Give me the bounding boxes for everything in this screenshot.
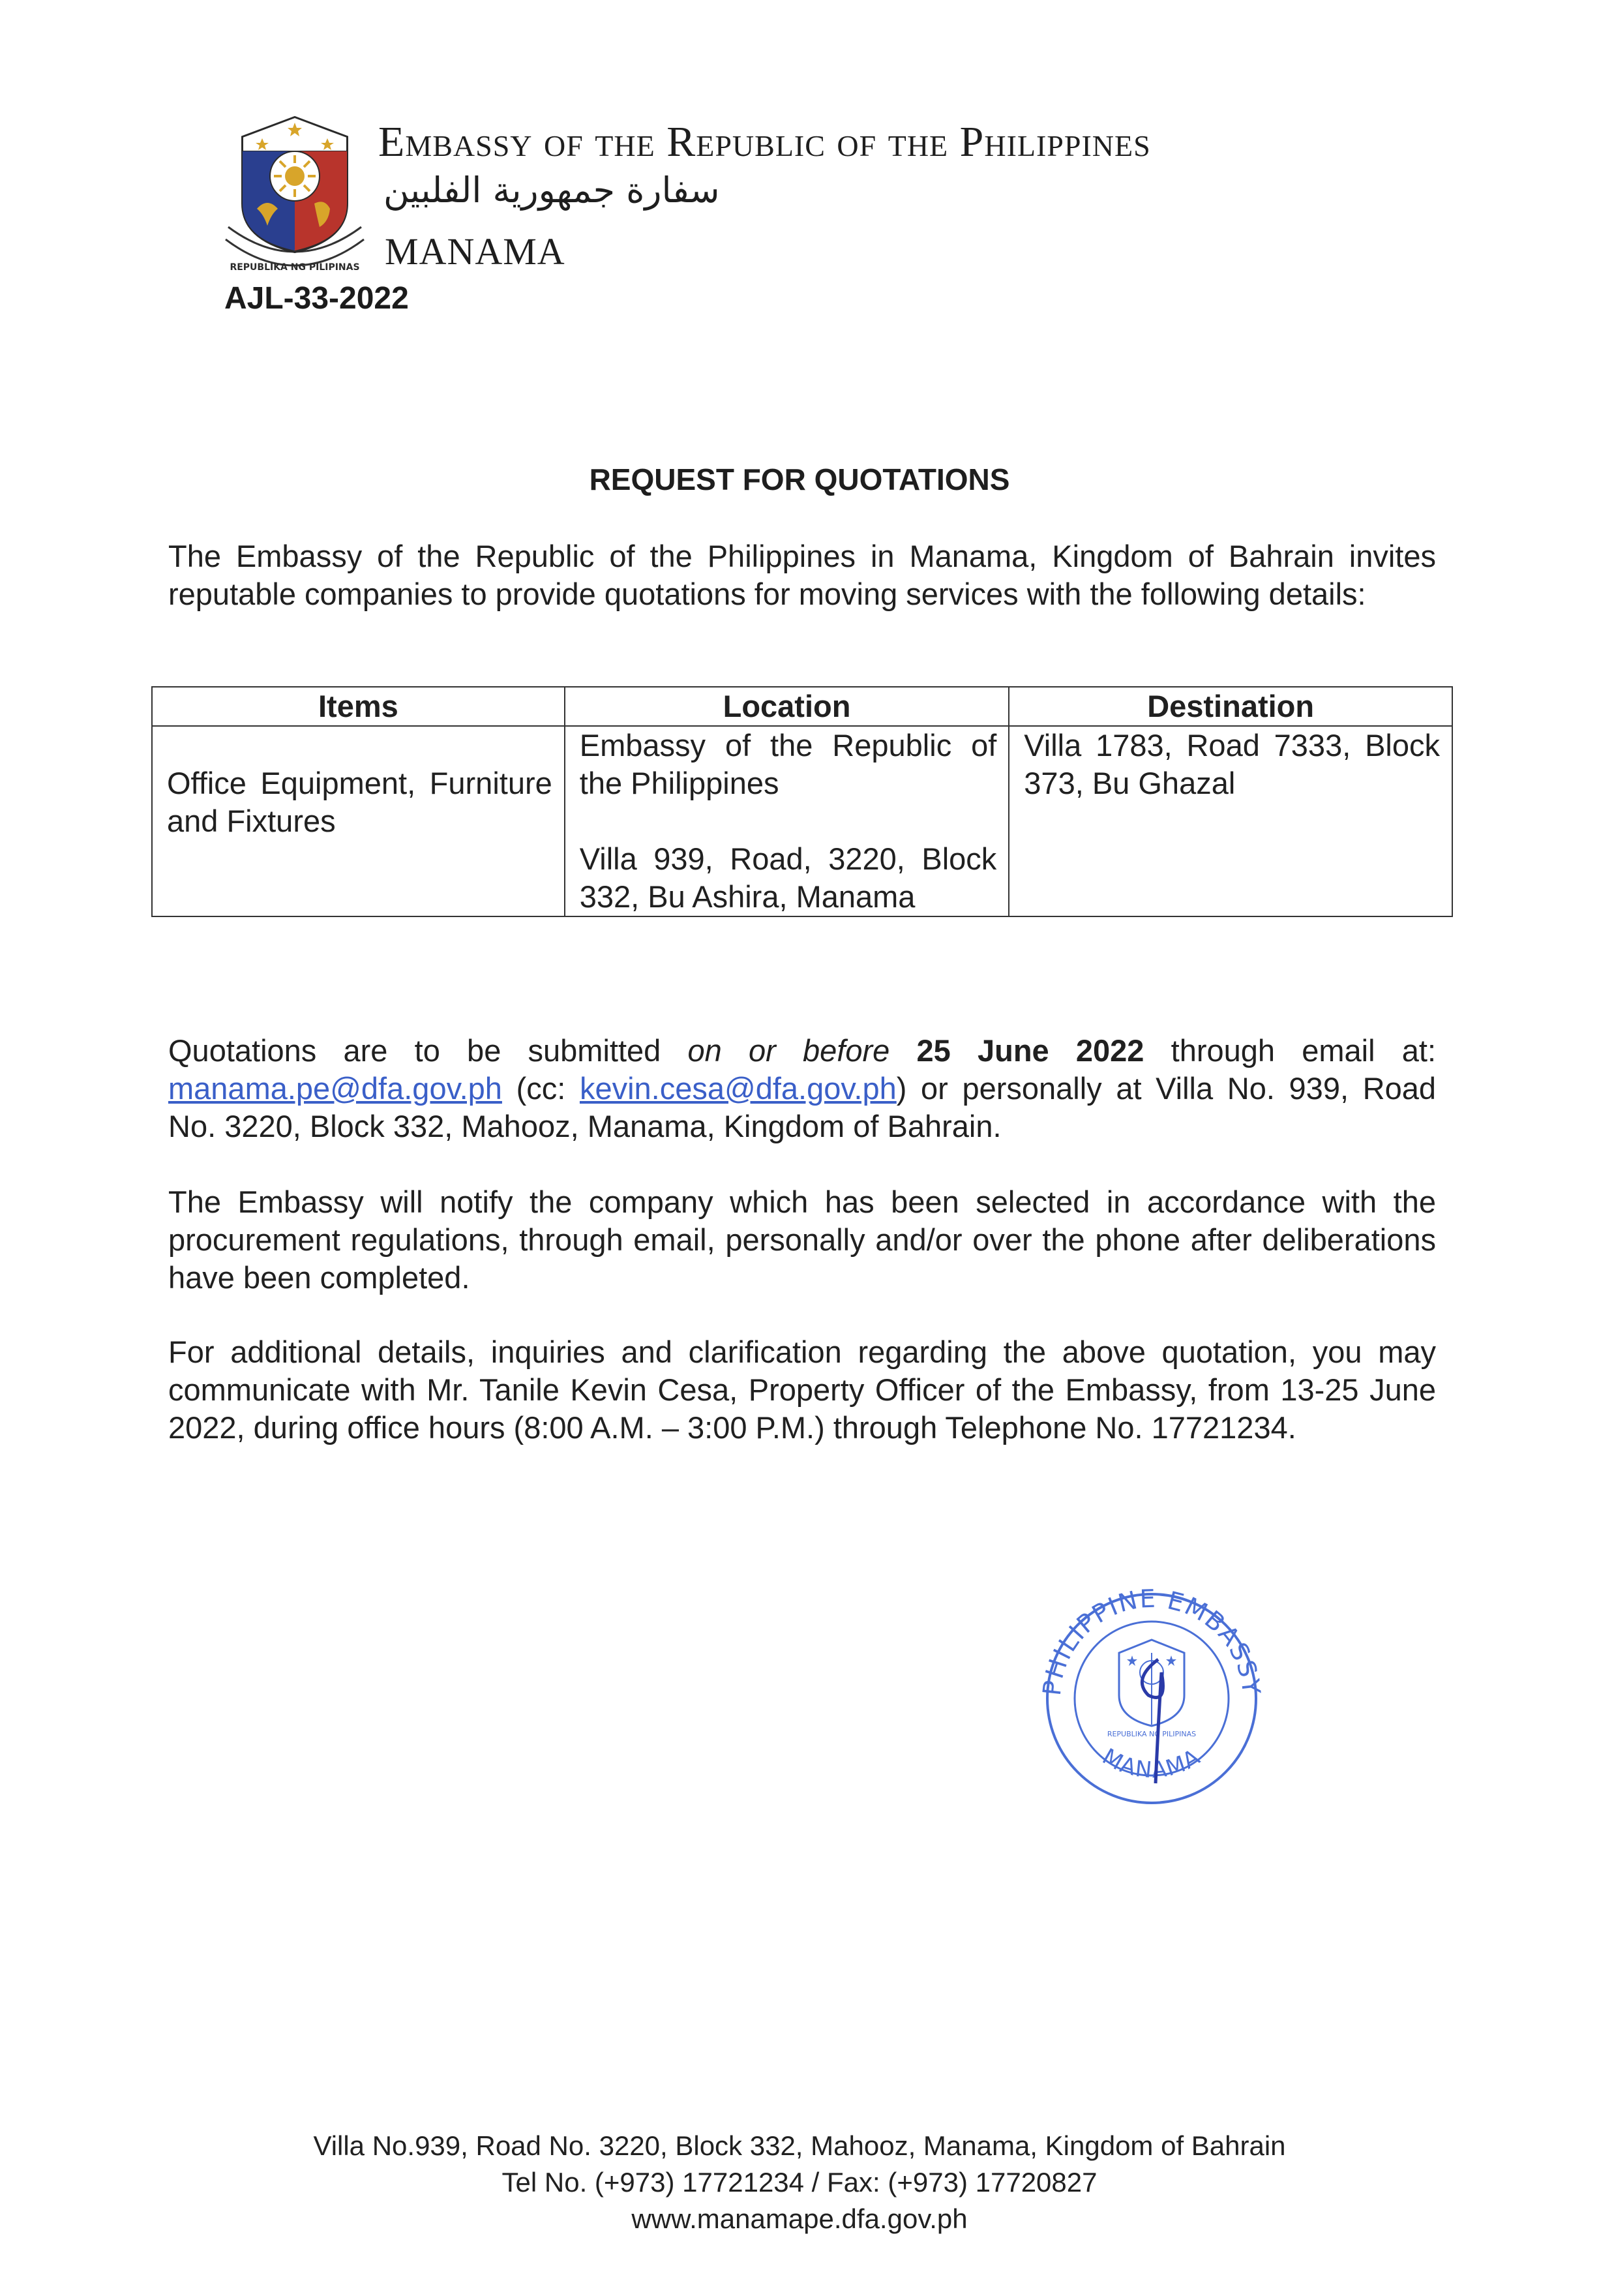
embassy-name: Embassy of the Republic of the Philippines bbox=[378, 118, 1151, 166]
notification-paragraph: The Embassy will notify the company which has been selected in accordance with the procurement regulations, through email, personally and/or over the phone after deliberations have been completed. bbox=[168, 1185, 1436, 1295]
submission-prefix: Quotations are to be submitted bbox=[168, 1033, 688, 1068]
submission-via: through email at: bbox=[1144, 1033, 1437, 1068]
footer-phone-fax: Tel No. (+973) 17721234 / Fax: (+973) 17720827 bbox=[501, 2167, 1098, 2198]
stamp-seal-text: REPUBLIKA NG PILIPINAS bbox=[1107, 1730, 1197, 1738]
svg-text:MANAMA bbox=[1098, 1744, 1206, 1783]
location-line-2: Villa 939, Road, 3220, Block 332, Bu Ashira, Manama bbox=[579, 841, 997, 914]
deadline-date: 25 June 2022 bbox=[916, 1033, 1144, 1068]
quotation-items-table bbox=[151, 686, 1453, 917]
cell-item: Office Equipment, Furniture and Fixtures bbox=[152, 726, 565, 916]
stamp-top-text: PHILIPPINE EMBASSY bbox=[1037, 1584, 1266, 1697]
embassy-city: MANAMA bbox=[385, 230, 565, 273]
seal-banner-text: REPUBLIKA NG PILIPINAS bbox=[230, 262, 360, 273]
header-location: Location bbox=[565, 687, 1009, 726]
submission-paragraph bbox=[168, 1032, 1436, 1145]
primary-email-link[interactable]: manama.pe@dfa.gov.ph bbox=[168, 1071, 502, 1106]
intro-paragraph: The Embassy of the Republic of the Philippines in Manama, Kingdom of Bahrain invites reputable companies to provide quotations for moving services with the following details: bbox=[168, 539, 1436, 611]
table-row bbox=[152, 726, 1452, 916]
embassy-stamp-icon bbox=[1028, 1575, 1276, 1809]
cc-email-link[interactable]: kevin.cesa@dfa.gov.ph bbox=[579, 1071, 897, 1106]
table-header-row bbox=[152, 687, 1452, 726]
cc-open: (cc: bbox=[501, 1071, 580, 1106]
footer bbox=[0, 2128, 1599, 2237]
submission-suffix: ) or personally at Villa No. 939, Road No. 3220, Block 332, Mahooz, Manama, Kingdom of Bahrain. bbox=[168, 1071, 1437, 1143]
footer-website[interactable]: www.manamape.dfa.gov.ph bbox=[631, 2203, 968, 2234]
deadline-phrase: on or before bbox=[687, 1033, 890, 1068]
header-destination: Destination bbox=[1009, 687, 1452, 726]
reference-number: AJL-33-2022 bbox=[224, 281, 409, 316]
stamp-bottom-text: MANAMA bbox=[1098, 1743, 1206, 1784]
header-items: Items bbox=[152, 687, 565, 726]
location-line-1: Embassy of the Republic of the Philippines bbox=[579, 728, 997, 800]
location-gap bbox=[580, 802, 997, 840]
document-title: REQUEST FOR QUOTATIONS bbox=[589, 462, 1010, 496]
footer-address: Villa No.939, Road No. 3220, Block 332, Mahooz, Manama, Kingdom of Bahrain bbox=[313, 2130, 1286, 2161]
embassy-name-arabic: سفارة جمهورية الفلبين bbox=[383, 170, 720, 211]
cell-location bbox=[565, 726, 1009, 916]
contact-paragraph: For additional details, inquiries and clarification regarding the above quotation, you may communicate with Mr. Tanile Kevin Cesa, Property Officer of the Embassy, from 13-25 June 2022, during office hours (8:00 A.M. – 3:00 P.M.) through Telephone No. 17721234. bbox=[168, 1335, 1436, 1445]
cell-destination: Villa 1783, Road 7333, Block 373, Bu Ghazal bbox=[1009, 726, 1452, 916]
coat-of-arms-icon bbox=[219, 106, 370, 283]
